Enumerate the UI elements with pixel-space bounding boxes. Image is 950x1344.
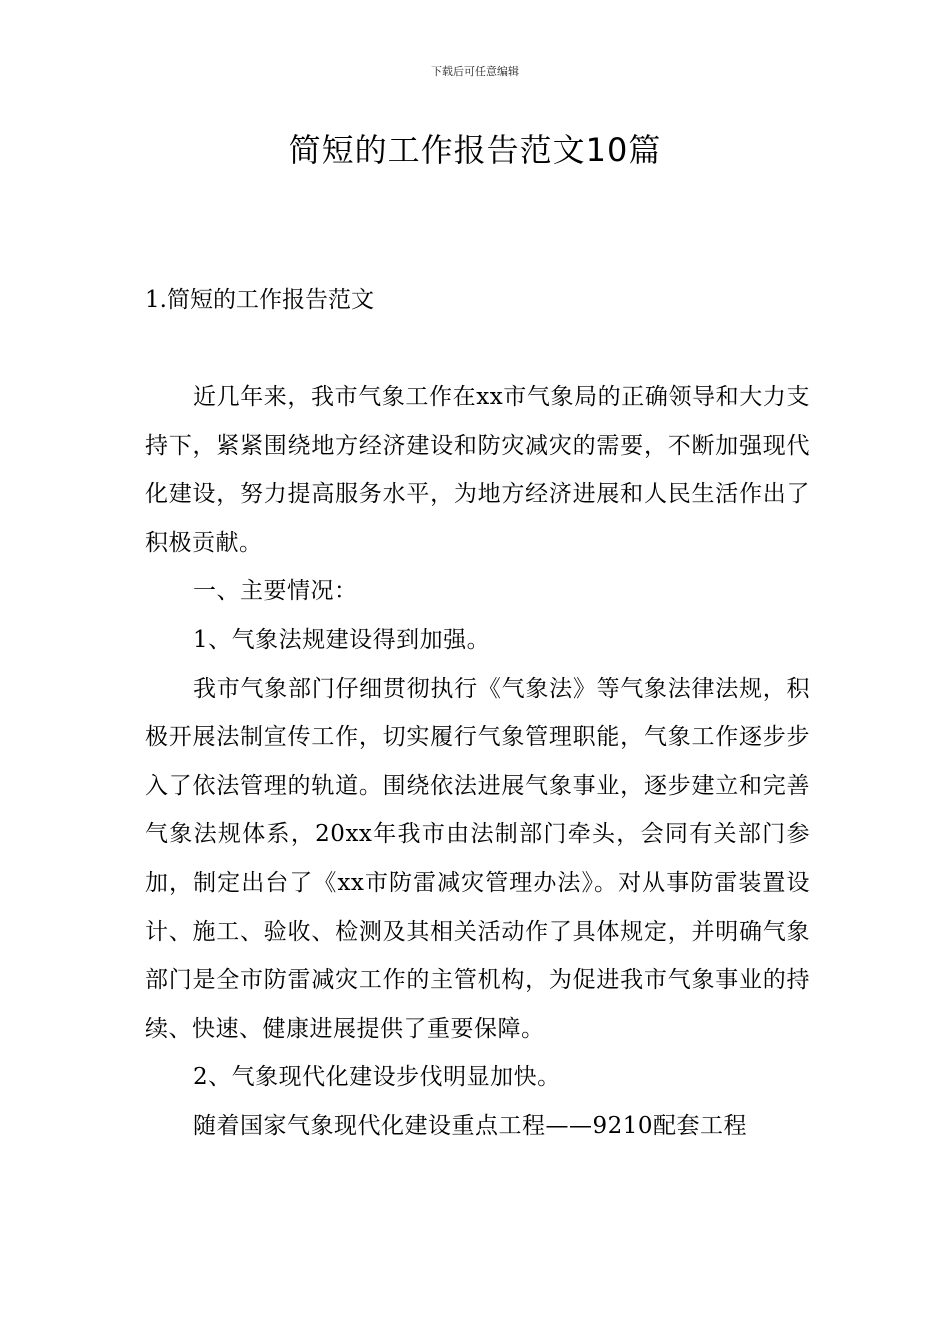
header-note: 下载后可任意编辑 bbox=[431, 65, 519, 78]
paragraph-item-2: 2、气象现代化建设步伐明显加快。 bbox=[193, 1064, 561, 1091]
paragraph-intro: 近几年来，我市气象工作在xx市气象局的正确领导和大力支持下，紧紧围绕地方经济建设和防灾减灾的需要，不断加强现代化建设，努力提高服务水平，为地方经济进展和人民生活作出了积极贡献。 bbox=[145, 384, 810, 556]
paragraph-modernization: 随着国家气象现代化建设重点工程——9210配套工程 bbox=[193, 1112, 748, 1139]
paragraph-main-situation: 一、主要情况： bbox=[193, 578, 358, 605]
section-heading: 1.简短的工作报告范文 bbox=[145, 287, 374, 313]
body-text bbox=[145, 373, 810, 1151]
document-title: 简短的工作报告范文10篇 bbox=[288, 131, 662, 169]
paragraph-law-details: 我市气象部门仔细贯彻执行《气象法》等气象法律法规，积极开展法制宣传工作，切实履行气象管理职能，气象工作逐步步入了依法管理的轨道。围绕依法进展气象事业，逐步建立和完善气象法规体系，20xx年我市由法制部门牵头，会同有关部门参加，制定出台了《xx市防雷减灾管理办法》。对从事防雷装置设计、施工、验收、检测及其相关活动作了具体规定，并明确气象部门是全市防雷减灾工作的主管机构，为促进我市气象事业的持续、快速、健康进展提供了重要保障。 bbox=[145, 675, 810, 1042]
paragraph-item-1: 1、气象法规建设得到加强。 bbox=[193, 626, 491, 653]
